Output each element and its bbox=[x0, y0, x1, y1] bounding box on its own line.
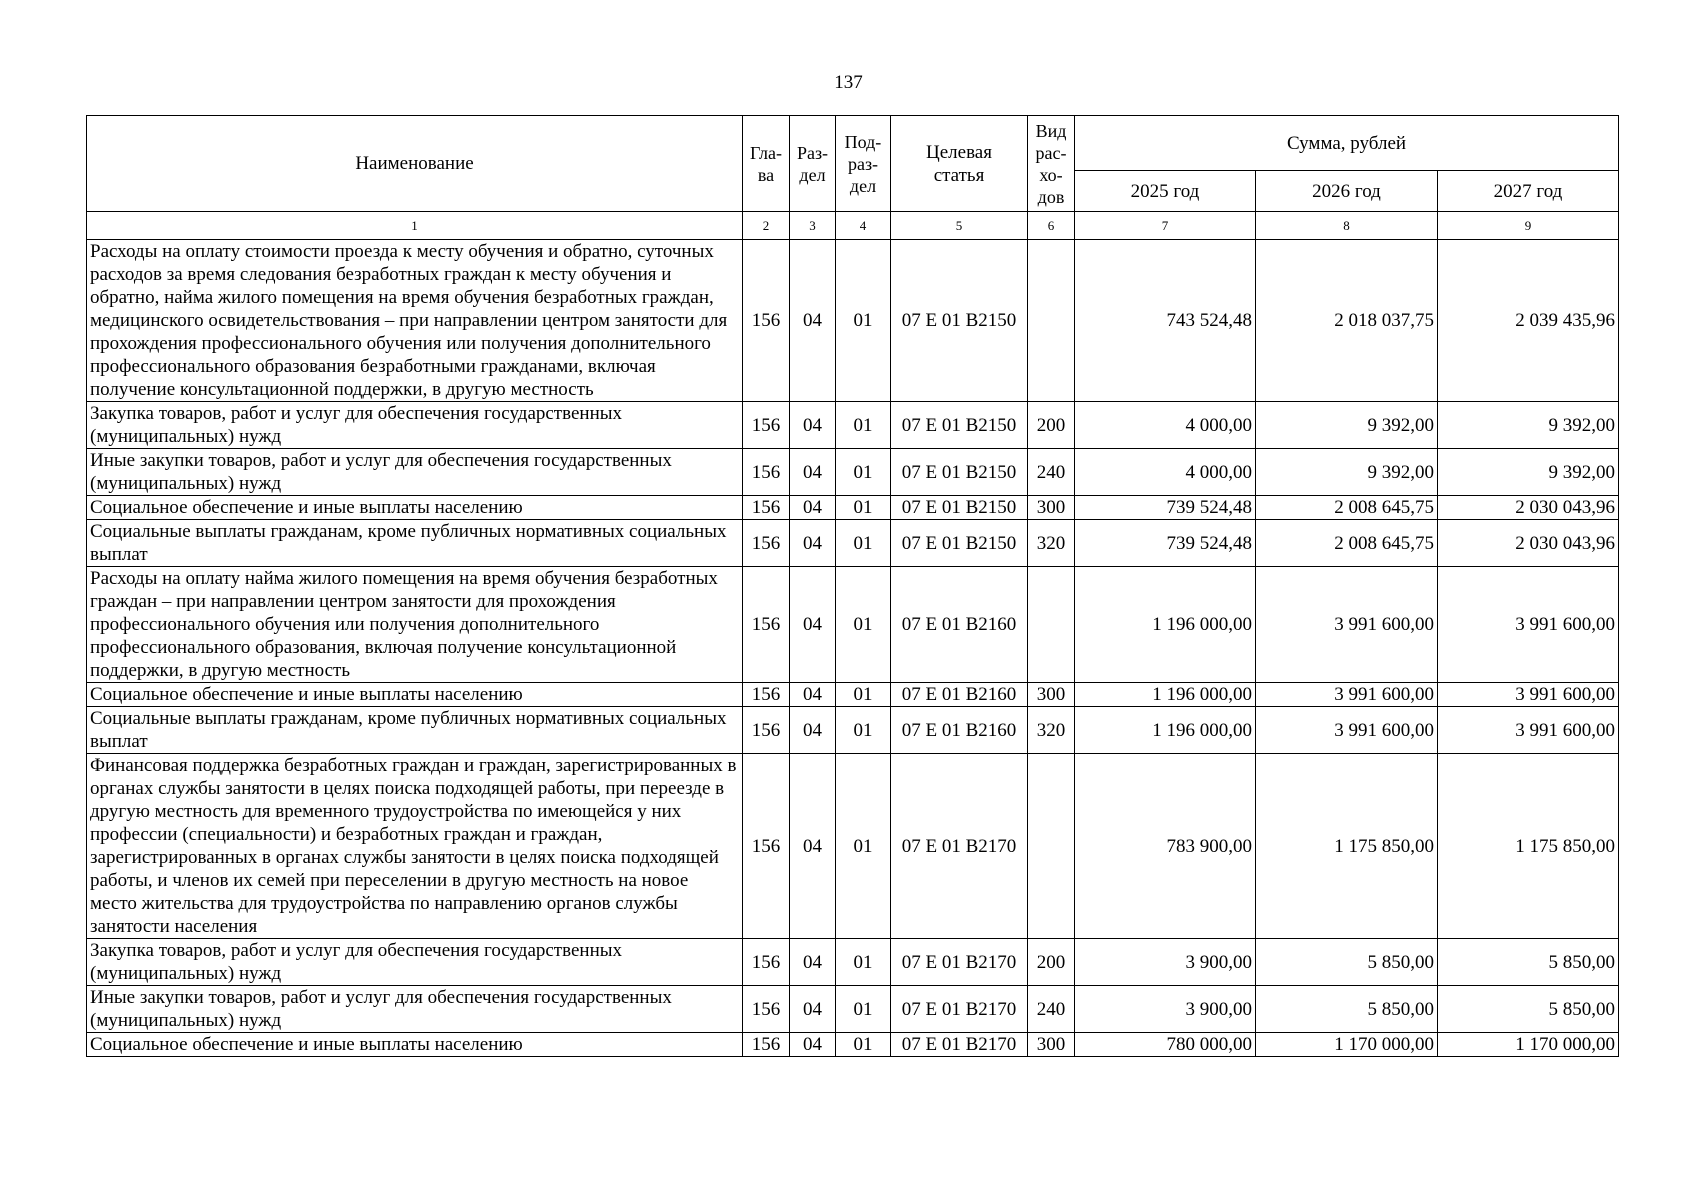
row-sum-2025: 739 524,48 bbox=[1075, 520, 1256, 567]
row-sum-2025: 3 900,00 bbox=[1075, 939, 1256, 986]
row-razdel: 04 bbox=[790, 449, 836, 496]
row-glava: 156 bbox=[743, 986, 790, 1033]
row-podrazdel: 01 bbox=[836, 707, 891, 754]
row-sum-2025: 783 900,00 bbox=[1075, 754, 1256, 939]
row-vid: 300 bbox=[1028, 1033, 1075, 1057]
row-glava: 156 bbox=[743, 707, 790, 754]
header-year-2026: 2026 год bbox=[1256, 171, 1438, 212]
header-name: Наименование bbox=[87, 116, 743, 212]
row-glava: 156 bbox=[743, 240, 790, 402]
row-razdel: 04 bbox=[790, 1033, 836, 1057]
row-sum-2027: 3 991 600,00 bbox=[1438, 683, 1619, 707]
row-celevaya: 07 Е 01 В2170 bbox=[891, 754, 1028, 939]
header-podrazdel: Под- раз- дел bbox=[836, 116, 891, 212]
row-razdel: 04 bbox=[790, 496, 836, 520]
header-year-2025: 2025 год bbox=[1075, 171, 1256, 212]
row-razdel: 04 bbox=[790, 520, 836, 567]
column-number: 8 bbox=[1256, 212, 1438, 240]
column-number: 9 bbox=[1438, 212, 1619, 240]
row-sum-2026: 1 175 850,00 bbox=[1256, 754, 1438, 939]
row-glava: 156 bbox=[743, 449, 790, 496]
row-vid bbox=[1028, 567, 1075, 683]
row-vid: 320 bbox=[1028, 707, 1075, 754]
header-glava: Гла- ва bbox=[743, 116, 790, 212]
row-name: Социальные выплаты гражданам, кроме публичных нормативных социальных выплат bbox=[87, 707, 743, 754]
row-razdel: 04 bbox=[790, 240, 836, 402]
row-celevaya: 07 Е 01 В2150 bbox=[891, 402, 1028, 449]
row-name: Иные закупки товаров, работ и услуг для обеспечения государственных (муниципальных) нужд bbox=[87, 449, 743, 496]
row-sum-2027: 3 991 600,00 bbox=[1438, 567, 1619, 683]
column-number: 7 bbox=[1075, 212, 1256, 240]
row-razdel: 04 bbox=[790, 986, 836, 1033]
row-vid: 320 bbox=[1028, 520, 1075, 567]
row-sum-2027: 2 030 043,96 bbox=[1438, 496, 1619, 520]
row-name: Социальное обеспечение и иные выплаты населению bbox=[87, 1033, 743, 1057]
budget-table bbox=[86, 115, 1619, 1057]
row-celevaya: 07 Е 01 В2170 bbox=[891, 1033, 1028, 1057]
row-sum-2027: 5 850,00 bbox=[1438, 986, 1619, 1033]
row-sum-2027: 5 850,00 bbox=[1438, 939, 1619, 986]
row-podrazdel: 01 bbox=[836, 520, 891, 567]
column-number: 4 bbox=[836, 212, 891, 240]
header-summa: Сумма, рублей bbox=[1075, 116, 1619, 171]
row-vid: 200 bbox=[1028, 402, 1075, 449]
table-row bbox=[87, 683, 1619, 707]
row-vid: 300 bbox=[1028, 496, 1075, 520]
row-sum-2025: 4 000,00 bbox=[1075, 449, 1256, 496]
row-podrazdel: 01 bbox=[836, 986, 891, 1033]
row-name: Социальное обеспечение и иные выплаты населению bbox=[87, 496, 743, 520]
row-name: Расходы на оплату стоимости проезда к месту обучения и обратно, суточных расходов за время следования безработных граждан к месту обучения и обратно, найма жилого помещения на время обучения безработных граждан, медицинского освидетельствования – при направлении центром занятости для прохождения профессионального обучения или получения дополнительного профессионального образования безработными гражданами, включая получение консультационной поддержки, в другую местность bbox=[87, 240, 743, 402]
row-sum-2027: 1 175 850,00 bbox=[1438, 754, 1619, 939]
row-razdel: 04 bbox=[790, 939, 836, 986]
row-sum-2025: 1 196 000,00 bbox=[1075, 567, 1256, 683]
row-sum-2025: 739 524,48 bbox=[1075, 496, 1256, 520]
row-podrazdel: 01 bbox=[836, 939, 891, 986]
row-podrazdel: 01 bbox=[836, 402, 891, 449]
row-sum-2026: 9 392,00 bbox=[1256, 402, 1438, 449]
row-glava: 156 bbox=[743, 567, 790, 683]
row-podrazdel: 01 bbox=[836, 567, 891, 683]
row-name: Социальное обеспечение и иные выплаты населению bbox=[87, 683, 743, 707]
row-sum-2025: 1 196 000,00 bbox=[1075, 707, 1256, 754]
row-vid: 300 bbox=[1028, 683, 1075, 707]
row-sum-2026: 5 850,00 bbox=[1256, 986, 1438, 1033]
header-year-2027: 2027 год bbox=[1438, 171, 1619, 212]
column-number: 2 bbox=[743, 212, 790, 240]
row-sum-2027: 9 392,00 bbox=[1438, 402, 1619, 449]
header-celevaya: Целевая статья bbox=[891, 116, 1028, 212]
table-row bbox=[87, 240, 1619, 402]
page-number: 137 bbox=[834, 72, 863, 93]
row-celevaya: 07 Е 01 В2170 bbox=[891, 986, 1028, 1033]
row-razdel: 04 bbox=[790, 402, 836, 449]
row-glava: 156 bbox=[743, 939, 790, 986]
row-vid: 240 bbox=[1028, 449, 1075, 496]
row-glava: 156 bbox=[743, 496, 790, 520]
row-sum-2025: 4 000,00 bbox=[1075, 402, 1256, 449]
column-number: 3 bbox=[790, 212, 836, 240]
row-razdel: 04 bbox=[790, 567, 836, 683]
row-sum-2025: 3 900,00 bbox=[1075, 986, 1256, 1033]
row-sum-2026: 3 991 600,00 bbox=[1256, 683, 1438, 707]
row-celevaya: 07 Е 01 В2160 bbox=[891, 567, 1028, 683]
row-vid: 240 bbox=[1028, 986, 1075, 1033]
row-sum-2025: 1 196 000,00 bbox=[1075, 683, 1256, 707]
row-sum-2027: 3 991 600,00 bbox=[1438, 707, 1619, 754]
row-sum-2026: 9 392,00 bbox=[1256, 449, 1438, 496]
row-celevaya: 07 Е 01 В2150 bbox=[891, 240, 1028, 402]
column-number: 1 bbox=[87, 212, 743, 240]
row-sum-2026: 2 018 037,75 bbox=[1256, 240, 1438, 402]
row-name: Финансовая поддержка безработных граждан и граждан, зарегистрированных в органах службы занятости в целях поиска подходящей работы, при переезде в другую местность для временного трудоустройства по имеющейся у них профессии (специальности) и безработных граждан и граждан, зарегистрированных в органах службы занятости в целях поиска подходящей работы, и членов их семей при переселении в другую местность на новое место жительства для трудоустройства по направлению органов службы занятости населения bbox=[87, 754, 743, 939]
row-name: Закупка товаров, работ и услуг для обеспечения государственных (муниципальных) нужд bbox=[87, 939, 743, 986]
row-name: Расходы на оплату найма жилого помещения на время обучения безработных граждан – при направлении центром занятости для прохождения профессионального обучения или получения дополнительного профессионального образования, включая получение консультационной поддержки, в другую местность bbox=[87, 567, 743, 683]
row-vid bbox=[1028, 754, 1075, 939]
row-celevaya: 07 Е 01 В2170 bbox=[891, 939, 1028, 986]
header-vid: Вид рас- хо- дов bbox=[1028, 116, 1075, 212]
row-sum-2026: 1 170 000,00 bbox=[1256, 1033, 1438, 1057]
table-row bbox=[87, 449, 1619, 496]
table-row bbox=[87, 939, 1619, 986]
row-sum-2027: 2 030 043,96 bbox=[1438, 520, 1619, 567]
row-sum-2025: 780 000,00 bbox=[1075, 1033, 1256, 1057]
row-sum-2027: 1 170 000,00 bbox=[1438, 1033, 1619, 1057]
row-celevaya: 07 Е 01 В2150 bbox=[891, 449, 1028, 496]
row-vid: 200 bbox=[1028, 939, 1075, 986]
row-sum-2027: 2 039 435,96 bbox=[1438, 240, 1619, 402]
row-podrazdel: 01 bbox=[836, 449, 891, 496]
row-glava: 156 bbox=[743, 520, 790, 567]
row-sum-2025: 743 524,48 bbox=[1075, 240, 1256, 402]
header-razdel: Раз- дел bbox=[790, 116, 836, 212]
column-number: 6 bbox=[1028, 212, 1075, 240]
column-number: 5 bbox=[891, 212, 1028, 240]
row-sum-2026: 2 008 645,75 bbox=[1256, 496, 1438, 520]
row-name: Закупка товаров, работ и услуг для обеспечения государственных (муниципальных) нужд bbox=[87, 402, 743, 449]
row-podrazdel: 01 bbox=[836, 754, 891, 939]
row-sum-2026: 3 991 600,00 bbox=[1256, 707, 1438, 754]
row-podrazdel: 01 bbox=[836, 496, 891, 520]
table-row bbox=[87, 402, 1619, 449]
table-row bbox=[87, 496, 1619, 520]
row-glava: 156 bbox=[743, 754, 790, 939]
row-name: Социальные выплаты гражданам, кроме публичных нормативных социальных выплат bbox=[87, 520, 743, 567]
row-sum-2026: 3 991 600,00 bbox=[1256, 567, 1438, 683]
column-number-row bbox=[87, 212, 1619, 240]
row-vid bbox=[1028, 240, 1075, 402]
table-row bbox=[87, 707, 1619, 754]
row-glava: 156 bbox=[743, 1033, 790, 1057]
row-glava: 156 bbox=[743, 402, 790, 449]
row-celevaya: 07 Е 01 В2150 bbox=[891, 520, 1028, 567]
row-razdel: 04 bbox=[790, 754, 836, 939]
row-podrazdel: 01 bbox=[836, 683, 891, 707]
table-row bbox=[87, 567, 1619, 683]
row-sum-2027: 9 392,00 bbox=[1438, 449, 1619, 496]
table-row bbox=[87, 986, 1619, 1033]
row-glava: 156 bbox=[743, 683, 790, 707]
row-celevaya: 07 Е 01 В2150 bbox=[891, 496, 1028, 520]
row-name: Иные закупки товаров, работ и услуг для обеспечения государственных (муниципальных) нужд bbox=[87, 986, 743, 1033]
row-podrazdel: 01 bbox=[836, 240, 891, 402]
row-celevaya: 07 Е 01 В2160 bbox=[891, 683, 1028, 707]
row-sum-2026: 5 850,00 bbox=[1256, 939, 1438, 986]
row-podrazdel: 01 bbox=[836, 1033, 891, 1057]
table-row bbox=[87, 1033, 1619, 1057]
table-row bbox=[87, 520, 1619, 567]
row-razdel: 04 bbox=[790, 707, 836, 754]
row-razdel: 04 bbox=[790, 683, 836, 707]
row-celevaya: 07 Е 01 В2160 bbox=[891, 707, 1028, 754]
row-sum-2026: 2 008 645,75 bbox=[1256, 520, 1438, 567]
table-row bbox=[87, 754, 1619, 939]
